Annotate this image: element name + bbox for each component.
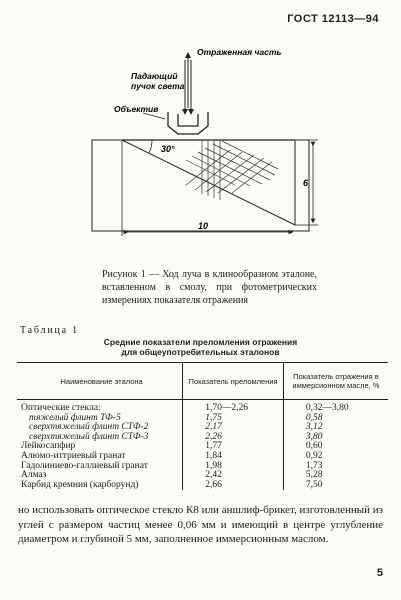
table-row bbox=[17, 462, 388, 472]
cell-refraction: 2,66 bbox=[183, 481, 284, 491]
label-incident-beam-1: Падающий bbox=[131, 71, 178, 81]
cell-name: тяжелый флинт ТФ-5 bbox=[29, 412, 121, 423]
table-title bbox=[0, 337, 401, 357]
cell-reflection: 0,58 bbox=[283, 414, 388, 424]
table-title-line-2: для общеупотребительных эталонов bbox=[121, 347, 280, 357]
wedge-hypotenuse bbox=[122, 140, 295, 225]
beam-hatching bbox=[186, 140, 278, 200]
header-refraction: Показатель преломления bbox=[183, 363, 284, 400]
cell-name: Лейкосапфир bbox=[21, 441, 76, 452]
cell-name: Гадолиниево-галлиевый гранат bbox=[21, 460, 148, 471]
cell-refraction: 1,84 bbox=[183, 452, 284, 462]
table-title-line-1: Средние показатели преломления отражения bbox=[103, 337, 298, 347]
label-reflected-part: Отраженная часть bbox=[197, 47, 282, 57]
cell-reflection: 3,12 bbox=[283, 423, 388, 433]
label-angle: 30° bbox=[161, 144, 175, 154]
cell-reflection: 0,60 bbox=[283, 442, 388, 452]
cell-reflection: 5,28 bbox=[283, 471, 388, 481]
cell-reflection: 1,73 bbox=[283, 462, 388, 472]
cell-name: Карбид кремния (карборунд) bbox=[21, 479, 139, 490]
cell-refraction: 2,17 bbox=[183, 423, 284, 433]
body-paragraph: но использовать оптическое стекло К8 или аншлиф-брикет, изготовленный из углей с размером частиц менее 0,06 мм и имеющий в центре углубление диаметром и глубиной 5 мм, заполненное иммерсионным маслом. bbox=[18, 504, 383, 545]
cell-refraction: 1,77 bbox=[183, 442, 284, 452]
cell-name: Алмаз bbox=[21, 470, 47, 481]
label-incident-beam-2: пучок света bbox=[131, 81, 185, 91]
document-header: ГОСТ 12113—94 bbox=[287, 13, 379, 25]
label-length: 10 bbox=[198, 221, 209, 231]
figure-caption: Рисунок 1 — Ход луча в клинообразном эталоне, вставленном в смолу, при фотометрических измерениях показателя отражения bbox=[102, 269, 317, 306]
cell-name: Оптические стекла: bbox=[21, 403, 101, 413]
cell-refraction: 1,98 bbox=[183, 462, 284, 472]
cell-reflection: 3,80 bbox=[283, 433, 388, 443]
table-row bbox=[17, 400, 388, 414]
cell-name: Алюмо-иттриевый гранат bbox=[21, 450, 126, 461]
label-objective: Объектив bbox=[114, 104, 159, 114]
cell-name: сверхтяжелый флинт СТФ-3 bbox=[29, 431, 149, 442]
header-reflection: Показатель отражения в иммерсионном масле, % bbox=[283, 363, 388, 400]
refraction-table bbox=[17, 362, 388, 490]
cell-refraction: 1,70—2,26 bbox=[183, 400, 284, 414]
cell-refraction: 2,26 bbox=[183, 433, 284, 443]
cell-refraction: 1,75 bbox=[183, 414, 284, 424]
figure-beam-path bbox=[0, 0, 401, 265]
angle-arc bbox=[149, 140, 152, 153]
table-label: Таблица 1 bbox=[20, 325, 79, 336]
header-name: Наименование эталона bbox=[60, 376, 143, 386]
page-number: 5 bbox=[376, 567, 383, 579]
objective-lens bbox=[168, 112, 208, 134]
table-header-row bbox=[17, 363, 388, 400]
cell-reflection: 7,50 bbox=[283, 481, 388, 491]
cell-name: сверхтяжелый флинт СТФ-2 bbox=[29, 422, 149, 433]
table-row bbox=[17, 481, 388, 491]
label-height: 6 bbox=[303, 178, 309, 188]
cell-refraction: 2,42 bbox=[183, 471, 284, 481]
cell-reflection: 0,92 bbox=[283, 452, 388, 462]
cell-reflection: 0,32—3,80 bbox=[283, 400, 388, 414]
